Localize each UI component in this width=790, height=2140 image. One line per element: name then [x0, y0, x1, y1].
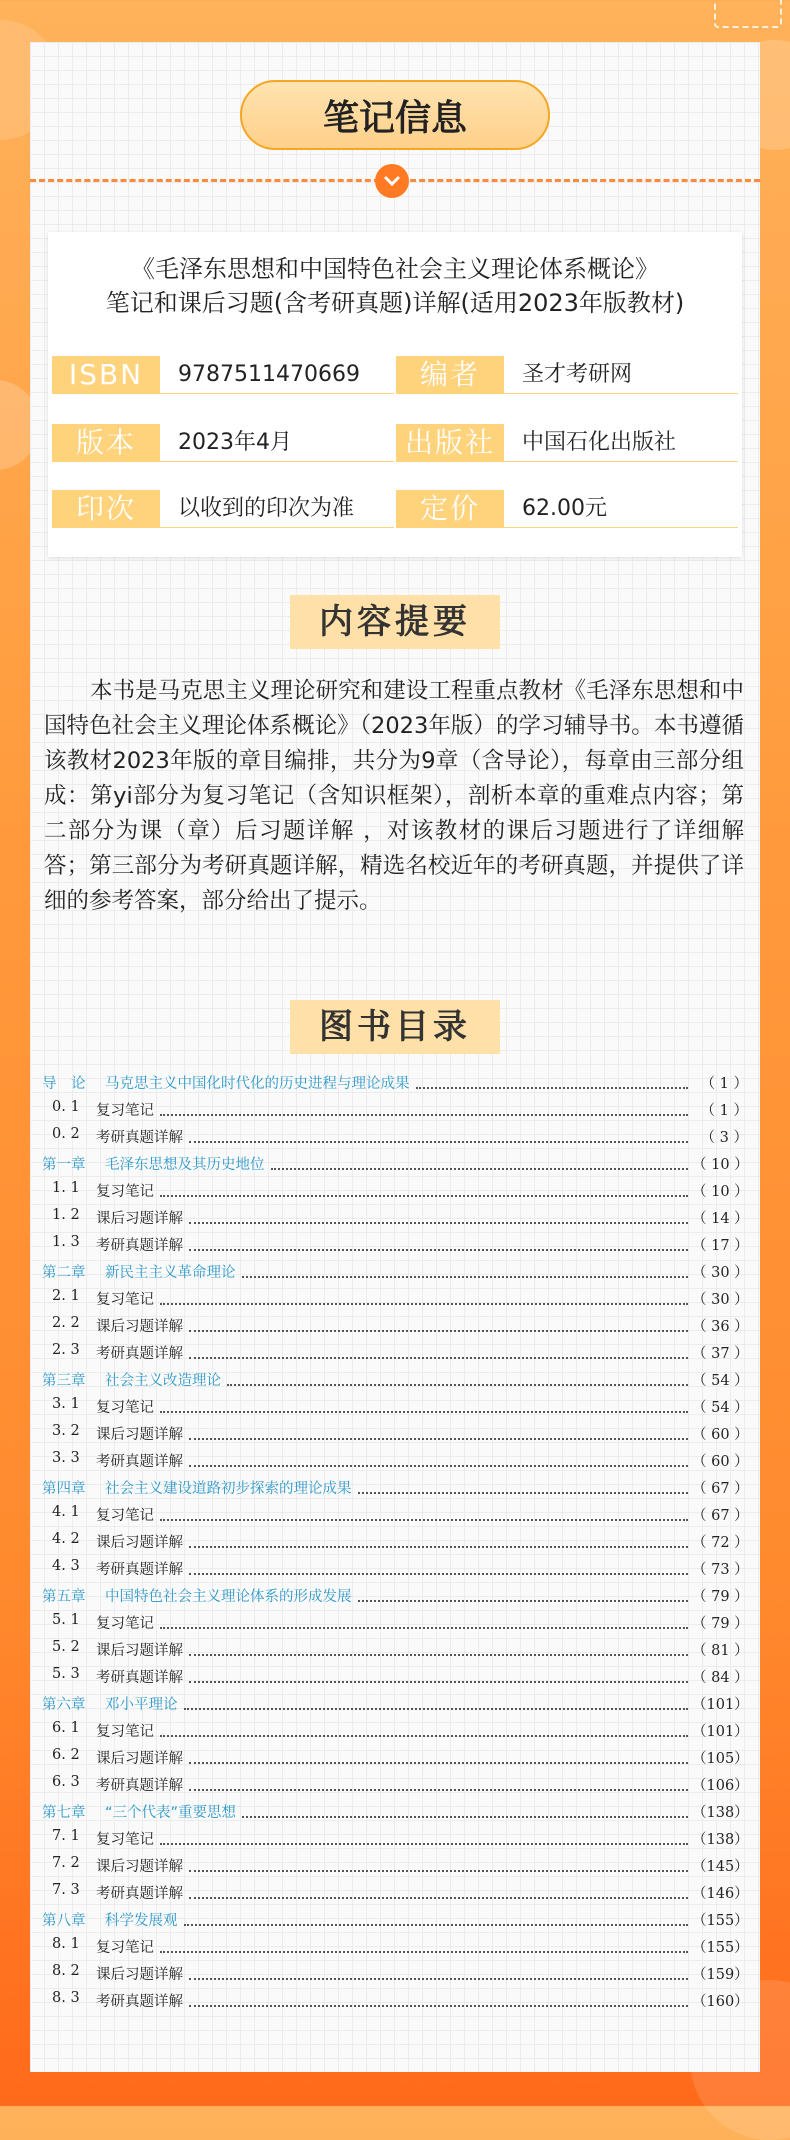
toc-page-number: （145） — [692, 1859, 749, 1875]
toc-page-number: （101） — [692, 1697, 749, 1713]
toc-title: 复习笔记 — [96, 1616, 154, 1632]
toc-page-number: （ 10 ） — [692, 1157, 749, 1173]
toc-leader-dots — [189, 1889, 688, 1899]
toc-number: 1. 2 — [52, 1207, 80, 1223]
toc-chapter-row — [30, 1366, 760, 1393]
toc-page-number: （ 1 ） — [700, 1076, 748, 1092]
toc-number: 3. 3 — [52, 1450, 80, 1466]
toc-number: 5. 1 — [52, 1612, 80, 1628]
toc-section-row — [30, 1285, 760, 1312]
toc-number: 第二章 — [42, 1265, 86, 1281]
toc-leader-dots — [160, 1295, 688, 1305]
toc-leader-dots — [160, 1727, 688, 1737]
toc-page-number: （ 60 ） — [692, 1427, 749, 1443]
toc-page-number: （138） — [692, 1805, 749, 1821]
toc-chapter-row — [30, 1069, 760, 1096]
toc-page-number: （ 72 ） — [692, 1535, 749, 1551]
toc-section-row — [30, 1744, 760, 1771]
toc-title: 科学发展观 — [105, 1913, 178, 1929]
toc-title: 复习笔记 — [96, 1400, 154, 1416]
toc-number: 第四章 — [42, 1481, 86, 1497]
toc-number: 第三章 — [42, 1373, 86, 1389]
toc-title: 课后习题详解 — [96, 1967, 183, 1983]
toc-number: 8. 2 — [52, 1963, 80, 1979]
toc-section-row — [30, 1717, 760, 1744]
toc-section-row — [30, 1555, 760, 1582]
toc-section-row — [30, 1204, 760, 1231]
toc-page-number: （ 79 ） — [692, 1616, 749, 1632]
toc-number: 7. 3 — [52, 1882, 80, 1898]
toc-section-row — [30, 1393, 760, 1420]
book-title — [48, 252, 742, 320]
toc-page-number: （138） — [692, 1832, 749, 1848]
toc-leader-dots — [160, 1619, 688, 1629]
toc-title: 复习笔记 — [96, 1103, 154, 1119]
toc-leader-dots — [189, 1322, 688, 1332]
toc-number: 第六章 — [42, 1697, 86, 1713]
toc-title: 课后习题详解 — [96, 1535, 183, 1551]
field-label: 版本 — [52, 424, 160, 462]
chevron-down-icon — [375, 164, 409, 198]
toc-page-number: （155） — [692, 1940, 749, 1956]
toc-leader-dots — [189, 1538, 688, 1548]
toc-number: 5. 3 — [52, 1666, 80, 1682]
toc-page-number: （ 37 ） — [692, 1346, 749, 1362]
toc-section-row — [30, 1177, 760, 1204]
book-info-card — [48, 232, 742, 557]
toc-section-row — [30, 1420, 760, 1447]
toc-leader-dots — [189, 1862, 688, 1872]
toc-title: 课后习题详解 — [96, 1319, 183, 1335]
toc-leader-dots — [416, 1079, 688, 1089]
toc-title: 复习笔记 — [96, 1508, 154, 1524]
toc-number: 1. 1 — [52, 1180, 80, 1196]
toc-title: 考研真题详解 — [96, 1130, 183, 1146]
toc-number: 第五章 — [42, 1589, 86, 1605]
toc-page-number: （ 30 ） — [692, 1292, 749, 1308]
toc-leader-dots — [184, 1916, 688, 1926]
toc-title: 毛泽东思想及其历史地位 — [105, 1157, 265, 1173]
toc-title: 考研真题详解 — [96, 1778, 183, 1794]
page-title: 笔记信息 — [240, 80, 550, 150]
toc-number: 1. 3 — [52, 1234, 80, 1250]
toc-number: 第七章 — [42, 1805, 86, 1821]
toc-section-row — [30, 1501, 760, 1528]
toc-number: 7. 2 — [52, 1855, 80, 1871]
toc-page-number: （ 84 ） — [692, 1670, 749, 1686]
toc-leader-dots — [358, 1484, 688, 1494]
toc-section-row — [30, 1447, 760, 1474]
toc-leader-dots — [189, 1673, 688, 1683]
book-title-line: 笔记和课后习题(含考研真题)详解(适用2023年版教材) — [105, 289, 685, 317]
toc-title: 社会主义改造理论 — [105, 1373, 221, 1389]
toc-number: 6. 3 — [52, 1774, 80, 1790]
toc-title: 复习笔记 — [96, 1940, 154, 1956]
toc-section-row — [30, 1528, 760, 1555]
toc-leader-dots — [160, 1403, 688, 1413]
toc-title: 考研真题详解 — [96, 1346, 183, 1362]
toc-title: 考研真题详解 — [96, 1994, 183, 2010]
toc-page-number: （ 60 ） — [692, 1454, 749, 1470]
toc-leader-dots — [160, 1106, 688, 1116]
toc-section-row — [30, 1825, 760, 1852]
toc-leader-dots — [189, 1241, 688, 1251]
field-edition — [52, 424, 394, 462]
toc-page-number: （ 17 ） — [692, 1238, 749, 1254]
toc-page-number: （ 14 ） — [692, 1211, 749, 1227]
toc-page-number: （ 67 ） — [692, 1508, 749, 1524]
field-label: 定价 — [396, 490, 504, 528]
toc-page-number: （ 67 ） — [692, 1481, 749, 1497]
field-value: 62.00元 — [504, 490, 738, 528]
toc-leader-dots — [358, 1592, 688, 1602]
toc-title: 邓小平理论 — [105, 1697, 178, 1713]
toc-page-number: （106） — [692, 1778, 749, 1794]
toc-chapter-row — [30, 1690, 760, 1717]
toc-page-number: （ 1 ） — [700, 1103, 748, 1119]
toc-page-number: （ 36 ） — [692, 1319, 749, 1335]
toc-number: 0. 2 — [52, 1126, 80, 1142]
toc-title: 复习笔记 — [96, 1184, 154, 1200]
toc-title: 复习笔记 — [96, 1724, 154, 1740]
summary-text — [44, 674, 744, 919]
toc-leader-dots — [189, 1214, 688, 1224]
field-label: 印次 — [52, 490, 160, 528]
field-price — [396, 490, 738, 528]
toc-section-row — [30, 1771, 760, 1798]
toc-section-row — [30, 1231, 760, 1258]
summary-heading: 内容提要 — [290, 595, 500, 649]
toc-title: 中国特色社会主义理论体系的形成发展 — [105, 1589, 352, 1605]
toc-page-number: （105） — [692, 1751, 749, 1767]
toc-title: “三个代表”重要思想 — [105, 1805, 237, 1821]
toc-leader-dots — [189, 1781, 688, 1791]
toc-number: 4. 2 — [52, 1531, 80, 1547]
table-of-contents — [30, 1069, 760, 2014]
toc-leader-dots — [242, 1268, 688, 1278]
toc-number: 4. 1 — [52, 1504, 80, 1520]
toc-title: 马克思主义中国化时代化的历史进程与理论成果 — [105, 1076, 410, 1092]
toc-section-row — [30, 1663, 760, 1690]
field-label: 出版社 — [396, 424, 504, 462]
toc-section-row — [30, 1933, 760, 1960]
toc-chapter-row — [30, 1582, 760, 1609]
toc-number: 2. 3 — [52, 1342, 80, 1358]
toc-number: 4. 3 — [52, 1558, 80, 1574]
toc-section-row — [30, 1960, 760, 1987]
toc-leader-dots — [184, 1700, 688, 1710]
field-label: 编者 — [396, 356, 504, 394]
toc-number: 第一章 — [42, 1157, 86, 1173]
toc-page-number: （159） — [692, 1967, 749, 1983]
toc-page-number: （101） — [692, 1724, 749, 1740]
toc-leader-dots — [189, 1754, 688, 1764]
toc-page-number: （ 30 ） — [692, 1265, 749, 1281]
toc-number: 2. 1 — [52, 1288, 80, 1304]
toc-title: 课后习题详解 — [96, 1211, 183, 1227]
field-label: ISBN — [52, 356, 160, 394]
toc-chapter-row — [30, 1150, 760, 1177]
field-isbn — [52, 356, 394, 394]
field-publisher — [396, 424, 738, 462]
toc-number: 6. 1 — [52, 1720, 80, 1736]
toc-section-row — [30, 1852, 760, 1879]
toc-section-row — [30, 1123, 760, 1150]
toc-title: 课后习题详解 — [96, 1751, 183, 1767]
toc-section-row — [30, 1636, 760, 1663]
toc-page-number: （ 54 ） — [692, 1373, 749, 1389]
toc-page-number: （ 81 ） — [692, 1643, 749, 1659]
field-printing — [52, 490, 394, 528]
toc-chapter-row — [30, 1906, 760, 1933]
toc-page-number: （160） — [692, 1994, 749, 2010]
toc-title: 复习笔记 — [96, 1292, 154, 1308]
field-editor — [396, 356, 738, 394]
toc-page-number: （ 3 ） — [700, 1130, 748, 1146]
toc-number: 0. 1 — [52, 1099, 80, 1115]
toc-number: 第八章 — [42, 1913, 86, 1929]
toc-leader-dots — [160, 1943, 688, 1953]
toc-number: 2. 2 — [52, 1315, 80, 1331]
toc-title: 考研真题详解 — [96, 1238, 183, 1254]
toc-title: 考研真题详解 — [96, 1562, 183, 1578]
toc-section-row — [30, 1879, 760, 1906]
toc-heading: 图书目录 — [290, 1000, 500, 1054]
toc-chapter-row — [30, 1798, 760, 1825]
toc-leader-dots — [189, 1997, 688, 2007]
field-value: 9787511470669 — [160, 356, 394, 394]
toc-leader-dots — [189, 1970, 688, 1980]
toc-leader-dots — [227, 1376, 688, 1386]
field-value: 圣才考研网 — [504, 356, 738, 394]
toc-leader-dots — [189, 1349, 688, 1359]
toc-title: 考研真题详解 — [96, 1886, 183, 1902]
toc-title: 新民主主义革命理论 — [105, 1265, 236, 1281]
toc-number: 7. 1 — [52, 1828, 80, 1844]
toc-page-number: （146） — [692, 1886, 749, 1902]
toc-title: 课后习题详解 — [96, 1859, 183, 1875]
toc-section-row — [30, 1096, 760, 1123]
field-value: 2023年4月 — [160, 424, 394, 462]
toc-number: 8. 3 — [52, 1990, 80, 2006]
toc-title: 课后习题详解 — [96, 1643, 183, 1659]
toc-leader-dots — [189, 1457, 688, 1467]
toc-leader-dots — [189, 1565, 688, 1575]
toc-leader-dots — [189, 1133, 688, 1143]
toc-number: 6. 2 — [52, 1747, 80, 1763]
toc-page-number: （155） — [692, 1913, 749, 1929]
toc-section-row — [30, 1312, 760, 1339]
field-value: 中国石化出版社 — [504, 424, 738, 462]
toc-chapter-row — [30, 1258, 760, 1285]
toc-title: 课后习题详解 — [96, 1427, 183, 1443]
toc-section-row — [30, 1609, 760, 1636]
toc-section-row — [30, 1339, 760, 1366]
decorative-dashed-box — [714, 0, 782, 28]
toc-number: 3. 1 — [52, 1396, 80, 1412]
toc-page-number: （ 73 ） — [692, 1562, 749, 1578]
toc-leader-dots — [189, 1430, 688, 1440]
toc-leader-dots — [271, 1160, 688, 1170]
toc-title: 复习笔记 — [96, 1832, 154, 1848]
toc-page-number: （ 54 ） — [692, 1400, 749, 1416]
field-value: 以收到的印次为准 — [160, 490, 394, 528]
toc-leader-dots — [160, 1187, 688, 1197]
toc-number: 3. 2 — [52, 1423, 80, 1439]
toc-title: 考研真题详解 — [96, 1454, 183, 1470]
toc-title: 社会主义建设道路初步探索的理论成果 — [105, 1481, 352, 1497]
toc-page-number: （ 79 ） — [692, 1589, 749, 1605]
book-title-line: 《毛泽东思想和中国特色社会主义理论体系概论》 — [131, 255, 659, 283]
toc-chapter-row — [30, 1474, 760, 1501]
summary-paragraph: 本书是马克思主义理论研究和建设工程重点教材《毛泽东思想和中国特色社会主义理论体系概论》（2023年版）的学习辅导书。本书遵循该教材2023年版的章目编排，共分为9章（含导论），每章由三部分组成：第yi部分为复习笔记（含知识框架），剖析本章的重难点内容；第二部分为课（章）后习题详解 ，对该教材的课后习题进行了详细解答；第三部分为考研真题详解，精选名校近年的考研真题，并提供了详细的参考答案，部分给出了提示。 — [44, 678, 744, 914]
toc-title: 考研真题详解 — [96, 1670, 183, 1686]
toc-section-row — [30, 1987, 760, 2014]
toc-number: 8. 1 — [52, 1936, 80, 1952]
toc-page-number: （ 10 ） — [692, 1184, 749, 1200]
toc-leader-dots — [189, 1646, 688, 1656]
content-panel — [30, 42, 760, 2072]
toc-leader-dots — [160, 1511, 688, 1521]
toc-number: 5. 2 — [52, 1639, 80, 1655]
toc-leader-dots — [160, 1835, 688, 1845]
toc-leader-dots — [242, 1808, 688, 1818]
toc-number: 导 论 — [42, 1076, 86, 1092]
